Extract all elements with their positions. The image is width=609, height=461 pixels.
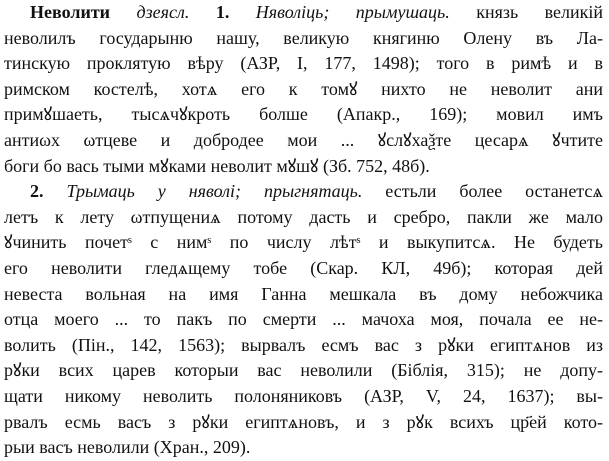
headword: Неволити: [30, 2, 111, 22]
entry-line-15: рꙋки всих царев которыи вас неволили (Біблія, 315); не допу-: [4, 360, 603, 381]
entry-line-12: невеста вольная на имя Ганна мешкала въ дому небожчика: [4, 283, 603, 304]
entry-line-14: волить (Пін., 142, 1563); вырвалъ есмъ вас з рꙋки египтѧнов из: [4, 334, 603, 355]
entry-line-17: рвалъ есмь васъ з рꙋки египтѧновъ, и з рꙋк всихъ цр҃ей кото-: [4, 411, 603, 432]
entry-line-9: летъ к лету ωтпущениѧ потому дасть и сребро, пакли же мало: [4, 206, 603, 227]
entry-line-6: антиωх ωтцеве и добродее мои ... ꙋслꙋхаѯте цесарѧ ꙋчтите: [4, 129, 603, 150]
sense-2-gloss: Трымаць у няволі; прыгнятаць.: [66, 181, 363, 202]
entry-line-16: щати никому неволить полоняниковъ (АЗР, V, 24, 1637); вы-: [4, 385, 603, 406]
entry-line-10: ꙋчинить почетˢ с нимˢ по числу лѣтˢ и выкупитсѧ. Не будеть: [4, 232, 603, 253]
entry-line-13: отца моего ... то пакъ по смерти ... мачоха моя, почала ее не-: [4, 309, 603, 330]
entry-line-18: рыи васъ неволили (Хран., 209).: [4, 437, 251, 458]
entry-line-1: [4, 0, 603, 26]
entry-line-4: римском костелѣ, хотѧ его к томꙋ нихто не неволит ани: [4, 78, 603, 99]
entry-line-5: примꙋшаеть, тысѧчꙋкроть болше (Апакр., 169); мовил имъ: [4, 104, 603, 125]
sense-2-text: естьли более останетсѧ: [385, 181, 603, 202]
sense-1-gloss: Няволіць; прымушаць.: [255, 2, 450, 22]
entry-line-7: боги бо вась тыми мꙋками неволит мꙋшꙋ (Зб. 752, 48б).: [4, 155, 430, 176]
sense-1-text: князь великій: [476, 2, 603, 22]
entry-line-8: [4, 179, 603, 205]
sense-2-number: 2.: [30, 181, 44, 202]
sense-1-number: 1.: [215, 2, 230, 22]
part-of-speech: дзеясл.: [136, 2, 190, 22]
entry-line-2: неволилъ государыню нашу, великую княгиню Олену въ Ла-: [4, 27, 603, 48]
entry-line-3: тинскую проклятую вѣру (АЗР, I, 177, 1498); того в римѣ и в: [4, 53, 603, 74]
entry-line-11: его неволити гледѧщему тобе (Скар. КЛ, 49б); которая дей: [4, 257, 603, 278]
